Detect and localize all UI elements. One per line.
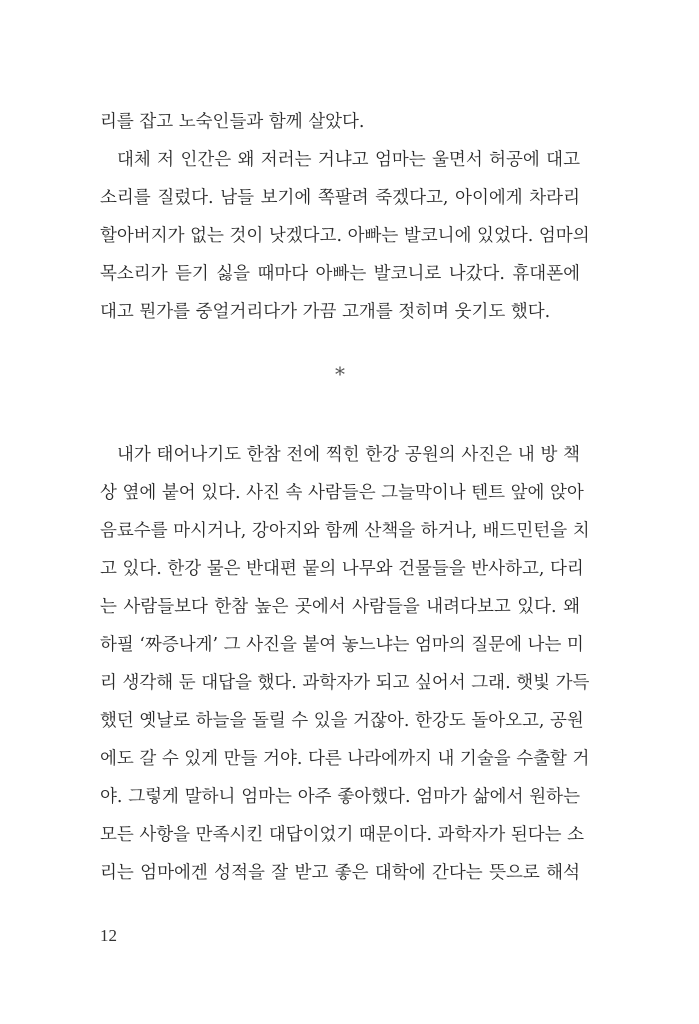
paragraph-2-line-2: 소리를 질렀다. 남들 보기에 쪽팔려 죽겠다고, 아이에게 차라리 xyxy=(100,188,580,208)
paragraph-3-line-1: 내가 태어나기도 한참 전에 찍힌 한강 공원의 사진은 내 방 책 xyxy=(117,445,580,465)
paragraph-3-line-8: 했던 옛날로 하늘을 돌릴 수 있을 거잖아. 한강도 돌아오고, 공원 xyxy=(100,711,584,731)
paragraph-3-line-5: 는 사람들보다 한참 높은 곳에서 사람들을 내려다보고 있다. 왜 xyxy=(100,597,580,617)
paragraph-3-line-10: 야. 그렇게 말하니 엄마는 아주 좋아했다. 엄마가 삶에서 원하는 xyxy=(100,787,580,807)
paragraph-3-line-12: 리는 엄마에겐 성적을 잘 받고 좋은 대학에 간다는 뜻으로 해석 xyxy=(100,863,580,883)
paragraph-3-line-6: 하필 ‘짜증나게’ 그 사진을 붙여 놓느냐는 엄마의 질문에 나는 미 xyxy=(100,635,584,655)
paragraph-3-line-7: 리 생각해 둔 대답을 했다. 과학자가 되고 싶어서 그래. 햇빛 가득 xyxy=(100,673,590,693)
paragraph-3-line-4: 고 있다. 한강 물은 반대편 뭍의 나무와 건물들을 반사하고, 다리 xyxy=(100,559,584,579)
section-break-asterisk: * xyxy=(335,362,345,386)
paragraph-2-line-3: 할아버지가 없는 것이 낫겠다고. 아빠는 발코니에 있었다. 엄마의 xyxy=(100,226,590,246)
paragraph-2-line-5: 대고 뭔가를 중얼거리다가 가끔 고개를 젓히며 웃기도 했다. xyxy=(100,302,551,322)
paragraph-3-line-3: 음료수를 마시거나, 강아지와 함께 산책을 하거나, 배드민턴을 치 xyxy=(100,521,590,541)
paragraph-2-line-4: 목소리가 듣기 싫을 때마다 아빠는 발코니로 나갔다. 휴대폰에 xyxy=(100,264,581,284)
paragraph-3-line-2: 상 옆에 붙어 있다. 사진 속 사람들은 그늘막이나 텐트 앞에 앉아 xyxy=(100,483,584,503)
paragraph-3-line-11: 모든 사항을 만족시킨 대답이었기 때문이다. 과학자가 된다는 소 xyxy=(100,825,585,845)
page-number: 12 xyxy=(100,926,117,945)
paragraph-3-line-9: 에도 갈 수 있게 만들 거야. 다른 나라에까지 내 기술을 수출할 거 xyxy=(100,749,590,769)
paragraph-2-line-1: 대체 저 인간은 왜 저러는 거냐고 엄마는 울면서 허공에 대고 xyxy=(117,150,580,170)
paragraph-1-line-1: 리를 잡고 노숙인들과 함께 살았다. xyxy=(100,112,365,132)
